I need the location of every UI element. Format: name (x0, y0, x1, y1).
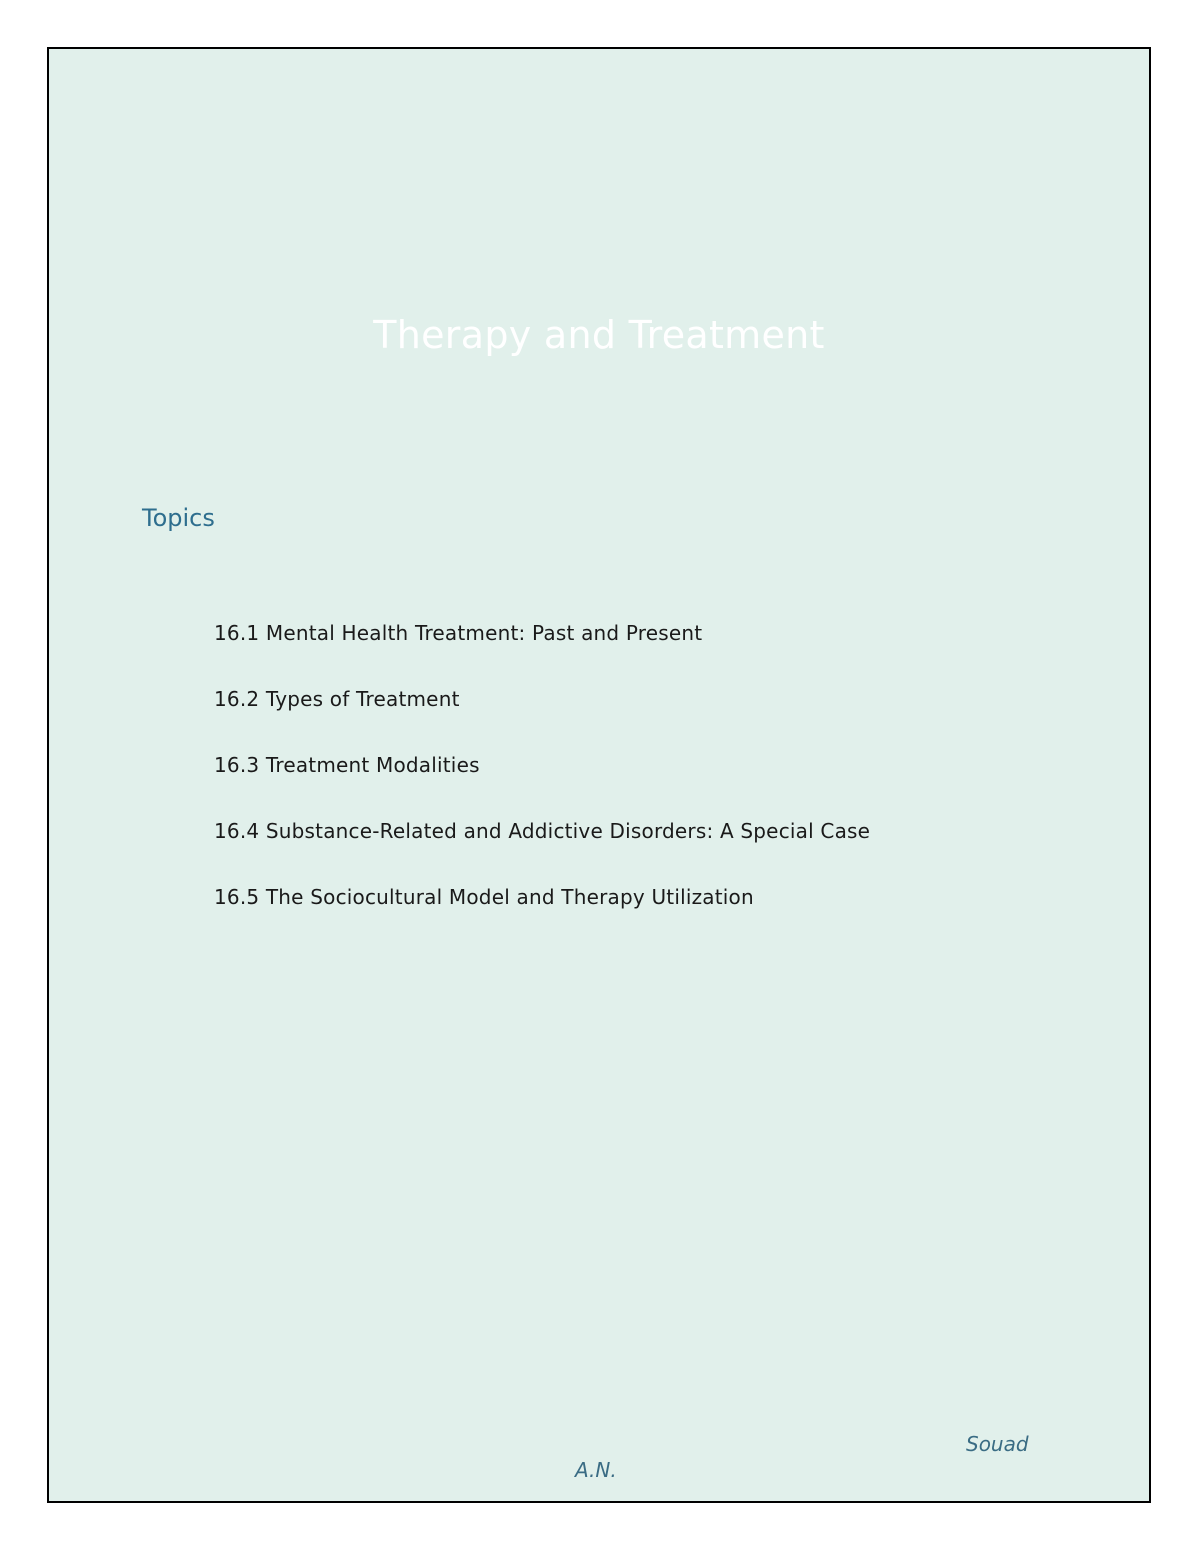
topics-heading: Topics (142, 504, 215, 532)
topic-item: 16.5 The Sociocultural Model and Therapy Utilization (214, 885, 754, 909)
topic-item: 16.4 Substance-Related and Addictive Disorders: A Special Case (214, 819, 871, 843)
document-page (47, 47, 1151, 1503)
author-first-name: Souad (966, 1432, 1029, 1456)
topic-item: 16.1 Mental Health Treatment: Past and Present (214, 621, 703, 645)
topic-item: 16.3 Treatment Modalities (214, 753, 480, 777)
topic-list (214, 619, 870, 949)
document-title: Therapy and Treatment (373, 313, 825, 357)
topic-item: 16.2 Types of Treatment (214, 687, 460, 711)
author-initials: A.N. (575, 1458, 617, 1482)
